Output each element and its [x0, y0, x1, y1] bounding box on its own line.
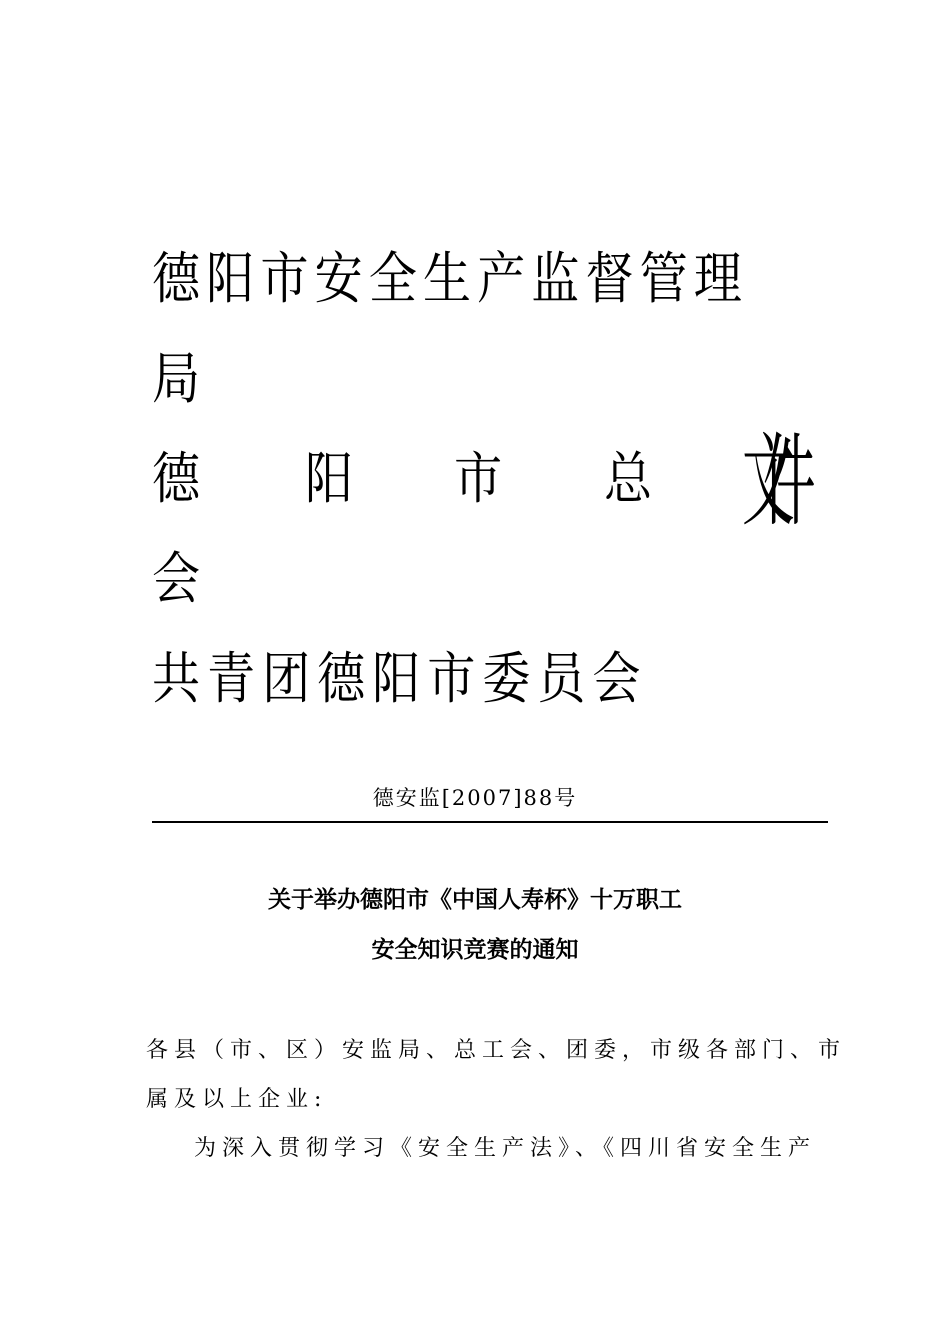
header-line2-char-4: 总: [604, 447, 653, 512]
header-line1-wrap: 局: [152, 347, 201, 412]
addressee-line1: 各县（市、区）安监局、总工会、团委，市级各部门、市: [146, 1038, 847, 1063]
addressee-line2: 属及以上企业:: [146, 1087, 328, 1112]
notice-title-line2: 安全知识竞赛的通知: [371, 937, 579, 963]
document-number: 德安监[2007]88号: [372, 786, 578, 810]
paragraph-line1: 为深入贯彻学习《安全生产法》、《四川省安全生产: [194, 1136, 817, 1161]
header-line3: 共青团德阳市委员会: [152, 647, 648, 712]
header-line2-char-2: 阳: [305, 447, 354, 512]
separator-rule: [152, 821, 828, 823]
header-line1: 德阳市安全生产监督管理: [152, 247, 748, 312]
notice-title-line1: 关于举办德阳市《中国人寿杯》十万职工: [268, 887, 682, 913]
header-line2-wrap: 会: [152, 547, 201, 612]
header-line2-char-3: 市: [454, 447, 503, 512]
side-label: 文件: [742, 422, 784, 541]
header-line2-char-1: 德: [152, 447, 201, 512]
